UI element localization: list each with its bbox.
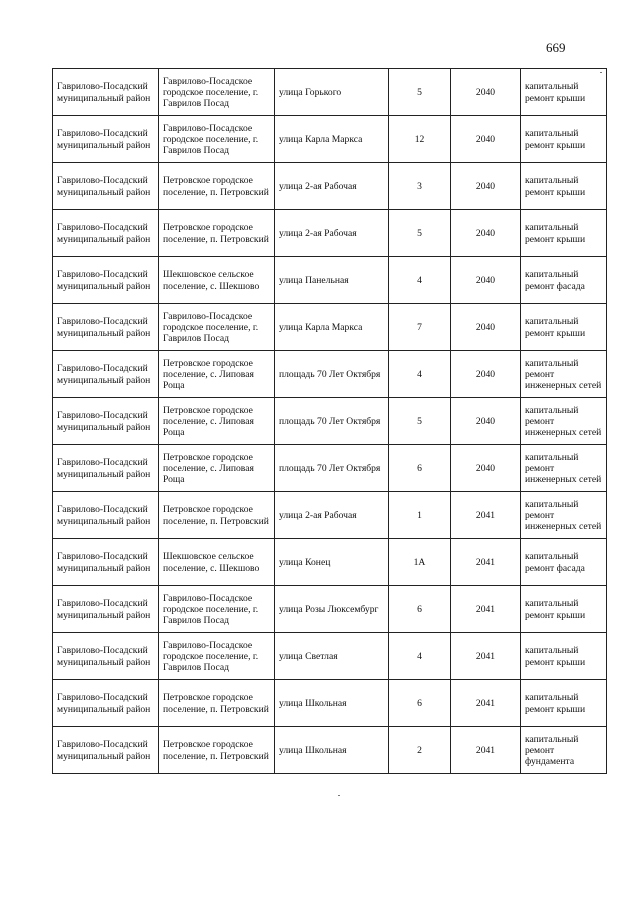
table-row <box>53 633 607 680</box>
work-type-cell: капитальный ремонт инженерных сетей <box>521 351 607 398</box>
street-cell: улица Горького <box>275 69 389 116</box>
year-cell: 2040 <box>451 210 521 257</box>
street-cell: улица Панельная <box>275 257 389 304</box>
work-type-cell: капитальный ремонт крыши <box>521 163 607 210</box>
house-number-cell: 6 <box>389 445 451 492</box>
table-row <box>53 69 607 116</box>
scan-speck <box>600 72 602 73</box>
district-cell: Гаврилово-Посадский муниципальный район <box>53 351 159 398</box>
house-number-cell: 12 <box>389 116 451 163</box>
year-cell: 2041 <box>451 586 521 633</box>
settlement-cell: Гаврилово-Посадское городское поселение, г. Гаврилов Посад <box>159 69 275 116</box>
work-type-cell: капитальный ремонт крыши <box>521 680 607 727</box>
year-cell: 2040 <box>451 69 521 116</box>
table-row <box>53 257 607 304</box>
house-number-cell: 5 <box>389 210 451 257</box>
street-cell: улица Школьная <box>275 727 389 774</box>
table-row <box>53 586 607 633</box>
work-type-cell: капитальный ремонт фасада <box>521 539 607 586</box>
table-row <box>53 163 607 210</box>
work-type-cell: капитальный ремонт крыши <box>521 586 607 633</box>
street-cell: улица Светлая <box>275 633 389 680</box>
work-type-cell: капитальный ремонт фасада <box>521 257 607 304</box>
street-cell: улица Розы Люксембург <box>275 586 389 633</box>
district-cell: Гаврилово-Посадский муниципальный район <box>53 116 159 163</box>
settlement-cell: Петровское городское поселение, с. Липовая Роща <box>159 445 275 492</box>
settlement-cell: Шекшовское сельское поселение, с. Шекшово <box>159 539 275 586</box>
district-cell: Гаврилово-Посадский муниципальный район <box>53 257 159 304</box>
house-number-cell: 2 <box>389 727 451 774</box>
street-cell: улица Конец <box>275 539 389 586</box>
house-number-cell: 6 <box>389 586 451 633</box>
table-row <box>53 445 607 492</box>
district-cell: Гаврилово-Посадский муниципальный район <box>53 539 159 586</box>
work-type-cell: капитальный ремонт крыши <box>521 69 607 116</box>
settlement-cell: Гаврилово-Посадское городское поселение, г. Гаврилов Посад <box>159 116 275 163</box>
district-cell: Гаврилово-Посадский муниципальный район <box>53 398 159 445</box>
year-cell: 2040 <box>451 116 521 163</box>
street-cell: улица 2-ая Рабочая <box>275 210 389 257</box>
settlement-cell: Петровское городское поселение, п. Петровский <box>159 727 275 774</box>
district-cell: Гаврилово-Посадский муниципальный район <box>53 445 159 492</box>
settlement-cell: Петровское городское поселение, с. Липовая Роща <box>159 398 275 445</box>
work-type-cell: капитальный ремонт крыши <box>521 116 607 163</box>
house-number-cell: 4 <box>389 351 451 398</box>
house-number-cell: 1 <box>389 492 451 539</box>
work-type-cell: капитальный ремонт инженерных сетей <box>521 492 607 539</box>
table-row <box>53 539 607 586</box>
settlement-cell: Гаврилово-Посадское городское поселение, г. Гаврилов Посад <box>159 586 275 633</box>
settlement-cell: Петровское городское поселение, п. Петровский <box>159 163 275 210</box>
street-cell: улица 2-ая Рабочая <box>275 492 389 539</box>
table-row <box>53 398 607 445</box>
house-number-cell: 5 <box>389 398 451 445</box>
year-cell: 2040 <box>451 351 521 398</box>
settlement-cell: Петровское городское поселение, п. Петровский <box>159 680 275 727</box>
street-cell: улица Карла Маркса <box>275 304 389 351</box>
settlement-cell: Гаврилово-Посадское городское поселение, г. Гаврилов Посад <box>159 633 275 680</box>
table-row <box>53 727 607 774</box>
work-type-cell: капитальный ремонт крыши <box>521 633 607 680</box>
year-cell: 2041 <box>451 539 521 586</box>
year-cell: 2040 <box>451 445 521 492</box>
table-row <box>53 210 607 257</box>
settlement-cell: Гаврилово-Посадское городское поселение, г. Гаврилов Посад <box>159 304 275 351</box>
work-type-cell: капитальный ремонт фундамента <box>521 727 607 774</box>
house-number-cell: 4 <box>389 633 451 680</box>
settlement-cell: Петровское городское поселение, п. Петровский <box>159 492 275 539</box>
year-cell: 2040 <box>451 304 521 351</box>
year-cell: 2041 <box>451 727 521 774</box>
work-type-cell: капитальный ремонт крыши <box>521 210 607 257</box>
house-number-cell: 6 <box>389 680 451 727</box>
house-number-cell: 1А <box>389 539 451 586</box>
street-cell: площадь 70 Лет Октября <box>275 351 389 398</box>
street-cell: улица Школьная <box>275 680 389 727</box>
district-cell: Гаврилово-Посадский муниципальный район <box>53 163 159 210</box>
scan-speck <box>338 795 340 796</box>
district-cell: Гаврилово-Посадский муниципальный район <box>53 633 159 680</box>
district-cell: Гаврилово-Посадский муниципальный район <box>53 69 159 116</box>
district-cell: Гаврилово-Посадский муниципальный район <box>53 680 159 727</box>
table-row <box>53 116 607 163</box>
district-cell: Гаврилово-Посадский муниципальный район <box>53 492 159 539</box>
table-row <box>53 351 607 398</box>
district-cell: Гаврилово-Посадский муниципальный район <box>53 586 159 633</box>
house-number-cell: 5 <box>389 69 451 116</box>
table-body <box>53 69 607 774</box>
year-cell: 2040 <box>451 163 521 210</box>
page-number: 669 <box>546 40 566 55</box>
house-number-cell: 7 <box>389 304 451 351</box>
district-cell: Гаврилово-Посадский муниципальный район <box>53 210 159 257</box>
house-number-cell: 4 <box>389 257 451 304</box>
house-number-cell: 3 <box>389 163 451 210</box>
table-row <box>53 680 607 727</box>
year-cell: 2041 <box>451 680 521 727</box>
work-type-cell: капитальный ремонт инженерных сетей <box>521 445 607 492</box>
year-cell: 2041 <box>451 633 521 680</box>
table-row <box>53 304 607 351</box>
year-cell: 2041 <box>451 492 521 539</box>
repair-schedule-table <box>52 68 607 774</box>
settlement-cell: Петровское городское поселение, п. Петровский <box>159 210 275 257</box>
work-type-cell: капитальный ремонт крыши <box>521 304 607 351</box>
district-cell: Гаврилово-Посадский муниципальный район <box>53 727 159 774</box>
street-cell: площадь 70 Лет Октября <box>275 445 389 492</box>
work-type-cell: капитальный ремонт инженерных сетей <box>521 398 607 445</box>
district-cell: Гаврилово-Посадский муниципальный район <box>53 304 159 351</box>
table-row <box>53 492 607 539</box>
settlement-cell: Петровское городское поселение, с. Липовая Роща <box>159 351 275 398</box>
year-cell: 2040 <box>451 398 521 445</box>
street-cell: улица 2-ая Рабочая <box>275 163 389 210</box>
year-cell: 2040 <box>451 257 521 304</box>
street-cell: улица Карла Маркса <box>275 116 389 163</box>
settlement-cell: Шекшовское сельское поселение, с. Шекшово <box>159 257 275 304</box>
street-cell: площадь 70 Лет Октября <box>275 398 389 445</box>
